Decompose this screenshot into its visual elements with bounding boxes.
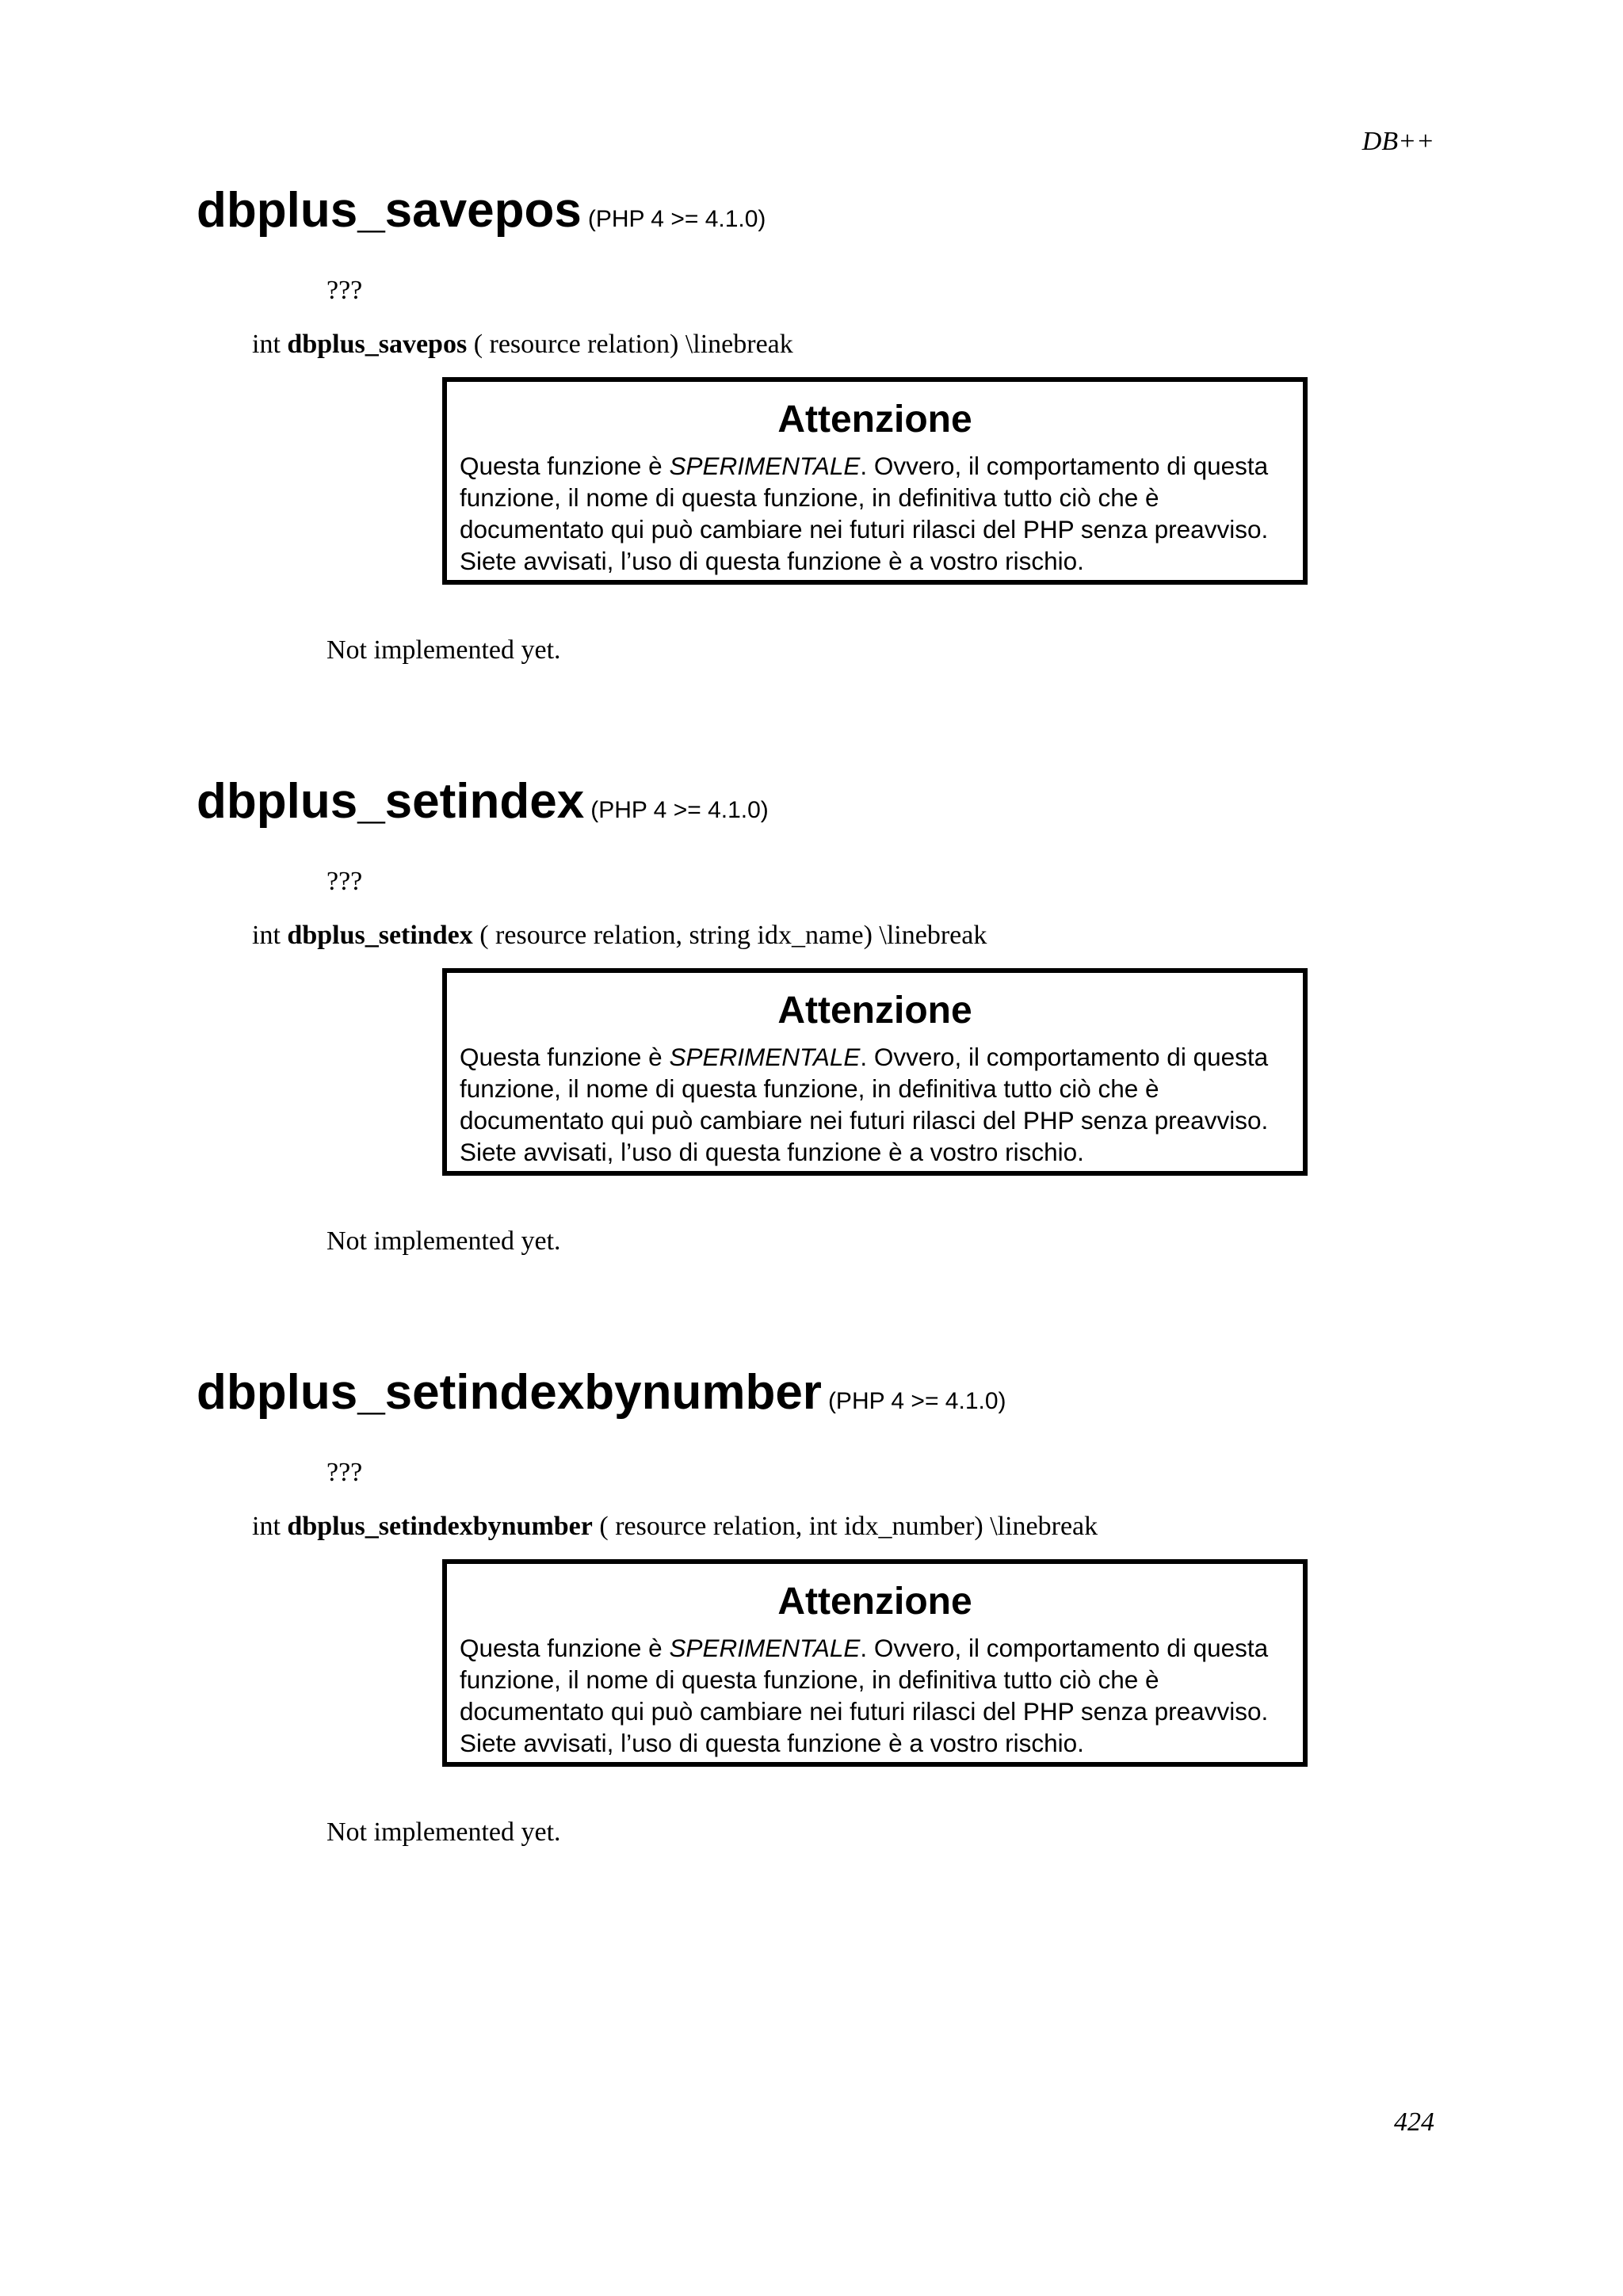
function-purpose: ??? xyxy=(327,867,363,896)
warning-title: Attenzione xyxy=(777,990,972,1032)
synopsis-params: ( resource relation, int idx_number) \linebreak xyxy=(592,1512,1098,1541)
warning-rest: . Ovvero, il comportamento di questa funzione, il nome di questa funzione, in definitiva tutto ciò che è documentato qui può cambiare nei futuri rilasci del PHP senza preavviso. Siete avvisati, l’uso di questa funzione è a vostro rischio. xyxy=(460,1043,1269,1166)
function-purpose: ??? xyxy=(327,276,363,305)
function-name: dbplus_setindexbynumber xyxy=(197,1365,822,1420)
function-title xyxy=(197,773,769,830)
warning-lead: Questa funzione è xyxy=(460,1634,670,1662)
warning-lead: Questa funzione è xyxy=(460,1043,670,1071)
synopsis-return-type: int xyxy=(252,330,281,359)
warning-text xyxy=(460,1041,1290,1168)
synopsis-function-name: dbplus_setindexbynumber xyxy=(287,1512,593,1541)
warning-text xyxy=(460,1632,1290,1759)
synopsis-function-name: dbplus_savepos xyxy=(287,330,468,359)
function-version: (PHP 4 >= 4.1.0) xyxy=(590,797,769,823)
warning-rest: . Ovvero, il comportamento di questa funzione, il nome di questa funzione, in definitiva tutto ciò che è documentato qui può cambiare nei futuri rilasci del PHP senza preavviso. Siete avvisati, l’uso di questa funzione è a vostro rischio. xyxy=(460,1634,1269,1757)
function-title xyxy=(197,182,766,238)
warning-rest: . Ovvero, il comportamento di questa funzione, il nome di questa funzione, in definitiva tutto ciò che è documentato qui può cambiare nei futuri rilasci del PHP senza preavviso. Siete avvisati, l’uso di questa funzione è a vostro rischio. xyxy=(460,452,1269,575)
function-entry xyxy=(0,1364,1623,1919)
function-version: (PHP 4 >= 4.1.0) xyxy=(587,206,766,232)
function-purpose: ??? xyxy=(327,1458,363,1487)
function-synopsis xyxy=(252,921,987,951)
synopsis-return-type: int xyxy=(252,921,281,950)
function-synopsis xyxy=(252,1512,1098,1542)
warning-box xyxy=(442,377,1308,585)
warning-emphasis: SPERIMENTALE xyxy=(669,1634,861,1662)
function-synopsis xyxy=(252,330,793,360)
function-description: Not implemented yet. xyxy=(327,1226,561,1256)
function-entry xyxy=(0,182,1623,737)
synopsis-return-type: int xyxy=(252,1512,281,1541)
synopsis-function-name: dbplus_setindex xyxy=(287,921,473,950)
running-header: DB++ xyxy=(1361,127,1434,156)
warning-box xyxy=(442,1559,1308,1767)
function-title xyxy=(197,1364,1006,1421)
function-description: Not implemented yet. xyxy=(327,635,561,665)
page-number: 424 xyxy=(1394,2107,1434,2137)
warning-title: Attenzione xyxy=(777,399,972,441)
function-version: (PHP 4 >= 4.1.0) xyxy=(827,1388,1006,1414)
function-entry xyxy=(0,773,1623,1328)
warning-text xyxy=(460,450,1290,577)
warning-lead: Questa funzione è xyxy=(460,452,670,480)
warning-box xyxy=(442,968,1308,1176)
warning-title: Attenzione xyxy=(777,1581,972,1623)
synopsis-params: ( resource relation) \linebreak xyxy=(467,330,793,359)
synopsis-params: ( resource relation, string idx_name) \linebreak xyxy=(472,921,987,950)
warning-emphasis: SPERIMENTALE xyxy=(669,452,861,480)
function-description: Not implemented yet. xyxy=(327,1817,561,1847)
function-name: dbplus_setindex xyxy=(197,774,585,829)
warning-emphasis: SPERIMENTALE xyxy=(669,1043,861,1071)
function-name: dbplus_savepos xyxy=(197,183,582,238)
